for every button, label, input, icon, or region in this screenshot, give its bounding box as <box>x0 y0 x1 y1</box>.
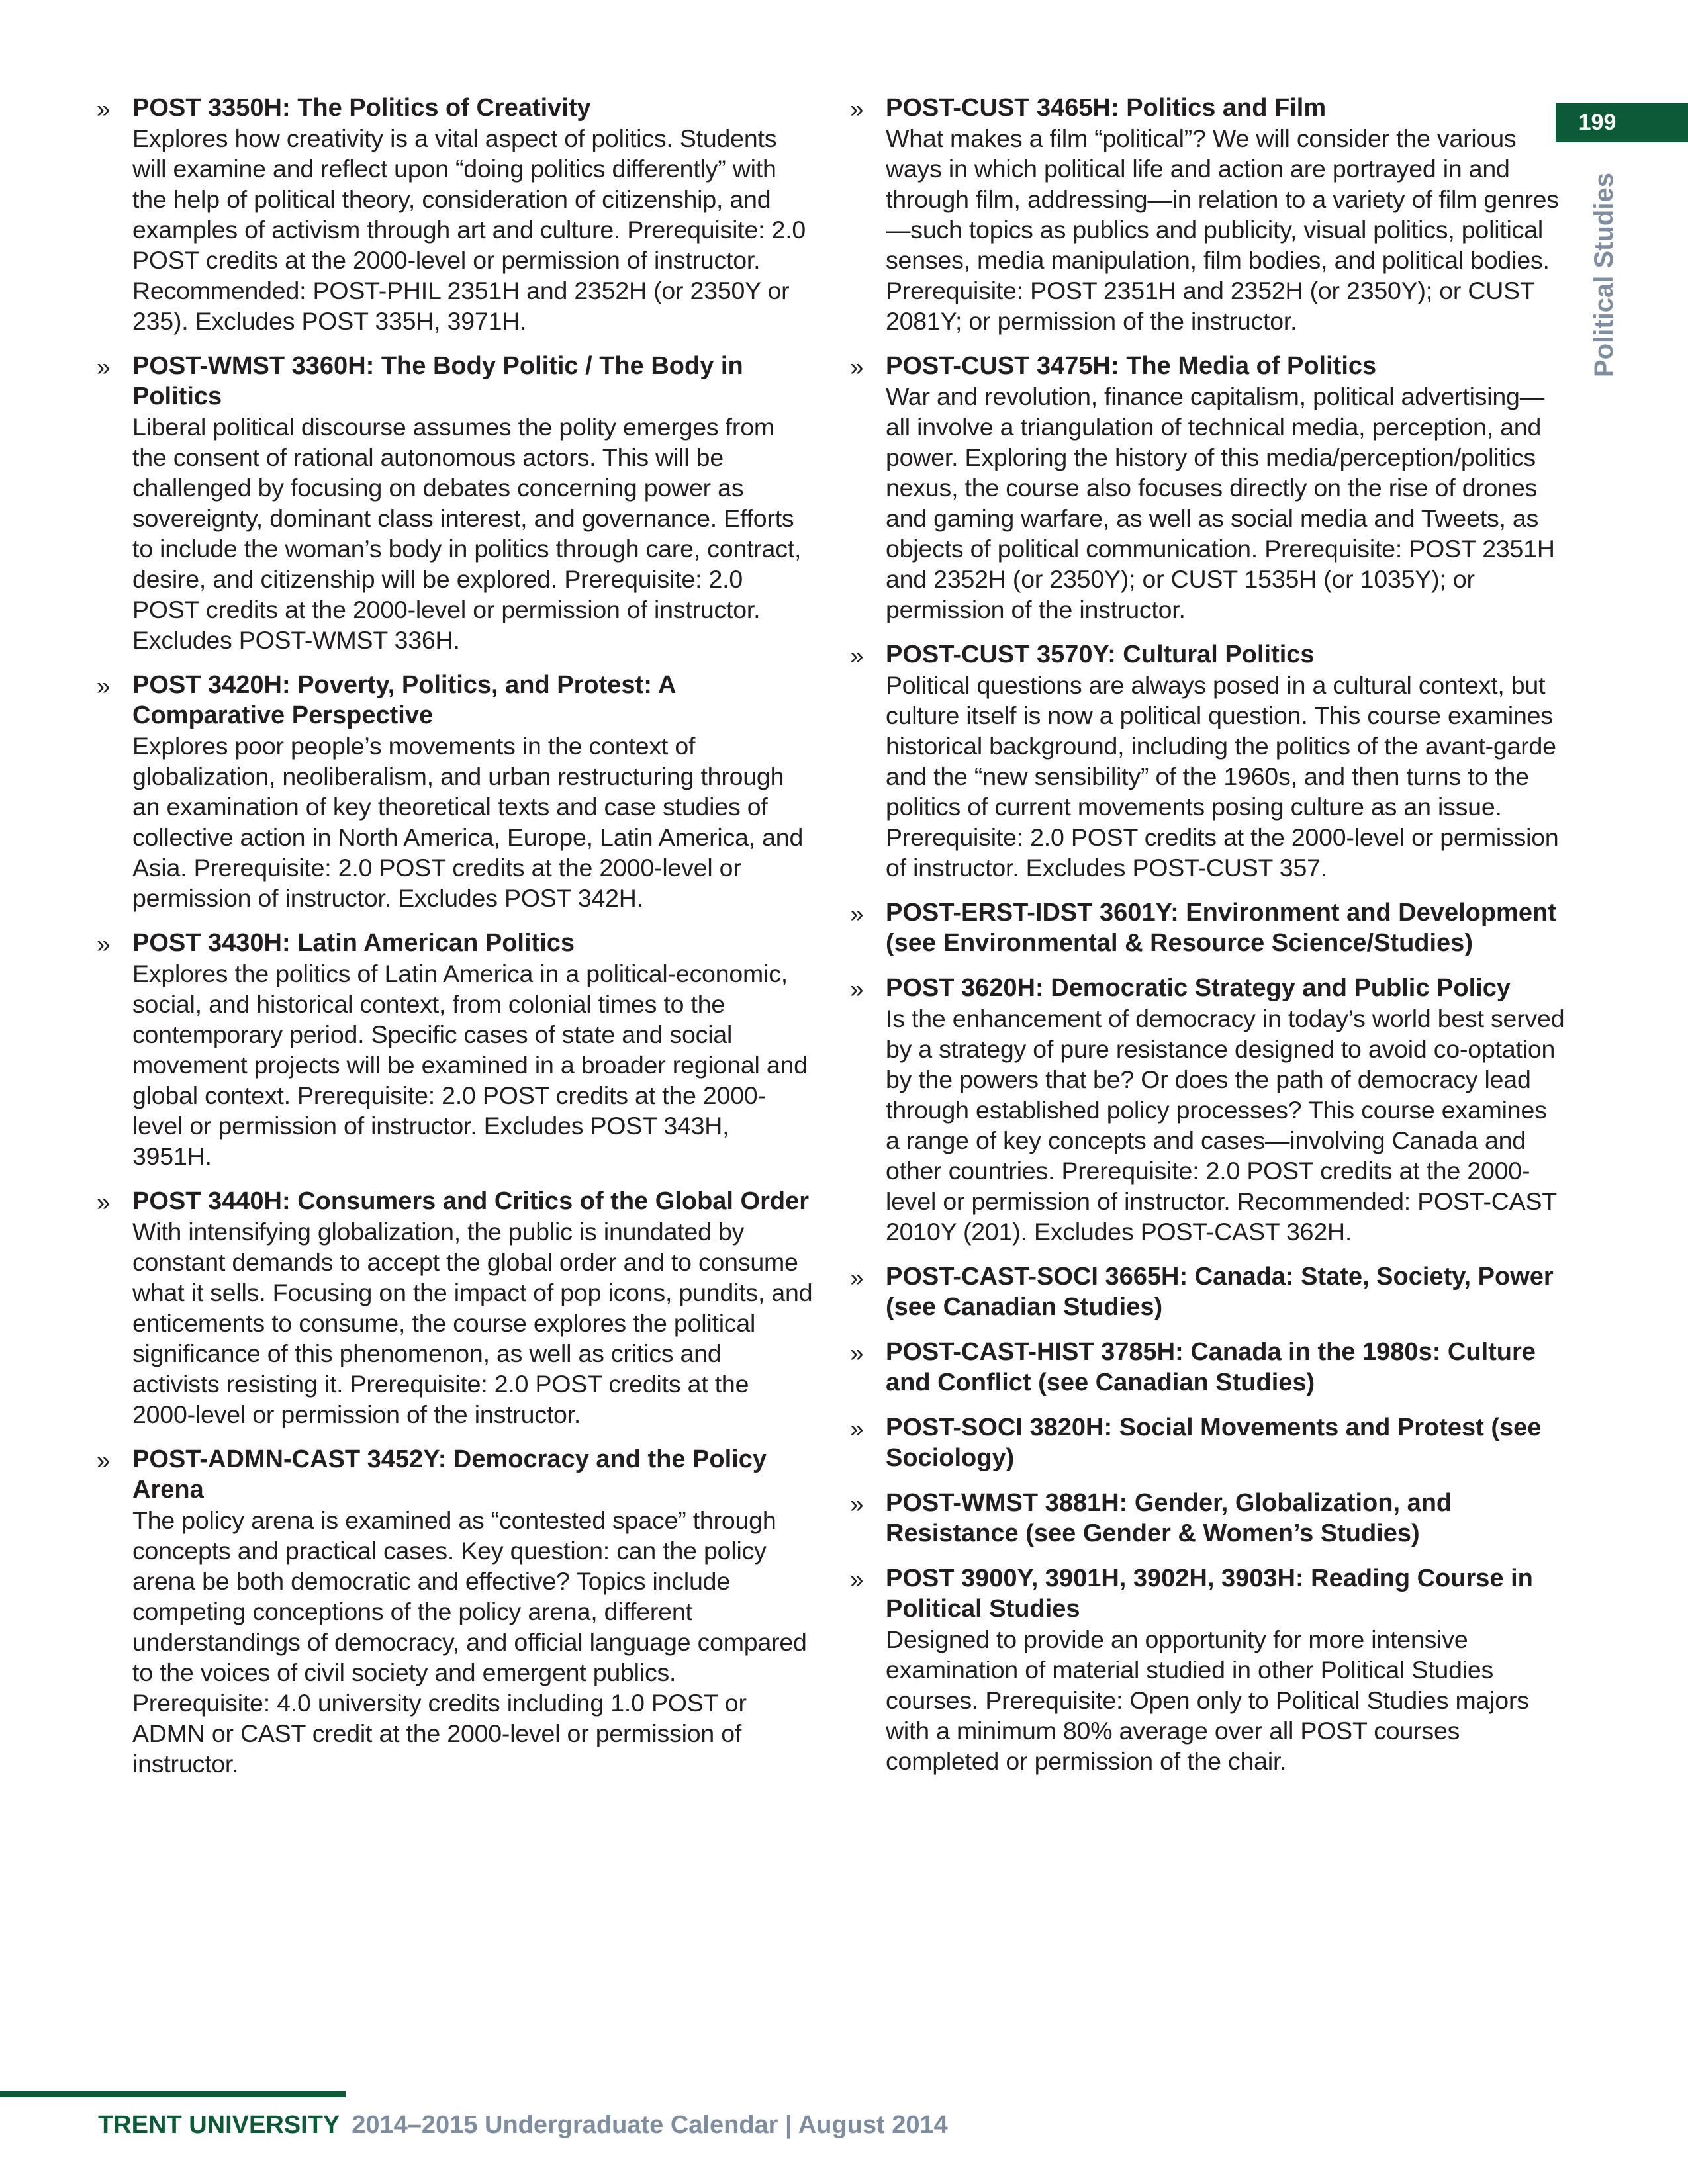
course-entry <box>91 351 813 655</box>
bullet-icon: » <box>97 95 111 122</box>
course-title: POST 3440H: Consumers and Critics of the Global Order <box>132 1187 810 1215</box>
course-description: Explores how creativity is a vital aspect of politics. Students will examine and reflect upon “doing politics differently” with the help of political theory, consideration of citizenship, and examples of activism through art and culture. Prerequisite: 2.0 POST credits at the 2000-level or permission of instructor. Recommended: POST-PHIL 2351H and 2352H (or 2350Y or 235). Excludes POST 335H, 3971H. <box>132 124 806 335</box>
bullet-icon: » <box>850 900 864 927</box>
course-title: POST 3900Y, 3901H, 3902H, 3903H: Reading Course in Political Studies <box>886 1565 1533 1623</box>
course-title: POST 3420H: Poverty, Politics, and Protest: A Comparative Perspective <box>132 671 676 729</box>
course-entry <box>845 1337 1566 1398</box>
course-entry <box>845 93 1566 336</box>
course-title: POST-CUST 3475H: The Media of Politics <box>886 352 1377 380</box>
course-entry <box>845 1563 1566 1776</box>
course-entry <box>845 351 1566 625</box>
course-description: Liberal political discourse assumes the polity emerges from the consent of rational autonomous actors. This will be challenged by focusing on debates concerning power as sovereignty, dominant class interest, and governance. Efforts to include the woman’s body in politics through care, contract, desire, and citizenship will be explored. Prerequisite: 2.0 POST credits at the 2000-level or permission of instructor. Excludes POST-WMST 336H. <box>132 413 802 654</box>
section-label: Political Studies <box>1589 173 1618 377</box>
bullet-icon: » <box>850 642 864 669</box>
bullet-icon: » <box>97 1447 111 1474</box>
footer-rule <box>0 2091 346 2097</box>
left-column <box>91 93 813 1794</box>
page-number-tab <box>1556 103 1688 142</box>
footer <box>98 2111 948 2140</box>
bullet-icon: » <box>850 1415 864 1442</box>
course-title: POST-ERST-IDST 3601Y: Environment and Development (see Environmental & Resource Science/Studies) <box>886 899 1556 957</box>
course-entry <box>91 928 813 1171</box>
course-title: POST-SOCI 3820H: Social Movements and Protest (see Sociology) <box>886 1414 1542 1472</box>
bullet-icon: » <box>850 1490 864 1518</box>
course-title: POST-WMST 3881H: Gender, Globalization, and Resistance (see Gender & Women’s Studies) <box>886 1489 1452 1547</box>
course-description: War and revolution, finance capitalism, political advertising—all involve a triangulation of technical media, perception, and power. Exploring the history of this media/perception/politics nexus, the course also focuses directly on the rise of drones and gaming warfare, as well as social media and Tweets, as objects of political communication. Prerequisite: POST 2351H and 2352H (or 2350Y); or CUST 1535H (or 1035Y); or permission of the instructor. <box>886 383 1555 623</box>
course-entry <box>845 1488 1566 1549</box>
course-title: POST-CUST 3465H: Politics and Film <box>886 94 1327 122</box>
bullet-icon: » <box>850 976 864 1003</box>
course-title: POST-CAST-SOCI 3665H: Canada: State, Society, Power (see Canadian Studies) <box>886 1263 1554 1321</box>
course-entry <box>91 1186 813 1430</box>
footer-calendar: 2014–2015 Undergraduate Calendar | August 2014 <box>352 2111 948 2139</box>
course-entry <box>91 1444 813 1779</box>
bullet-icon: » <box>97 353 111 381</box>
course-entry <box>845 639 1566 883</box>
bullet-icon: » <box>850 1566 864 1593</box>
course-description: Is the enhancement of democracy in today’s world best served by a strategy of pure resistance designed to avoid co-optation by the powers that be? Or does the path of democracy lead through established policy processes? This course examines a range of key concepts and cases—involving Canada and other countries. Prerequisite: 2.0 POST credits at the 2000-level or permission of instructor. Recommended: POST-CAST 2010Y (201). Excludes POST-CAST 362H. <box>886 1005 1565 1246</box>
course-description: Designed to provide an opportunity for more intensive examination of material studied in other Political Studies courses. Prerequisite: Open only to Political Studies majors with a minimum 80% average over all POST courses completed or permission of the chair. <box>886 1625 1529 1775</box>
bullet-icon: » <box>97 1189 111 1216</box>
course-description: Explores the politics of Latin America in a political-economic, social, and historical context, from colonial times to the contemporary period. Specific cases of state and social movement projects will be examined in a broader regional and global context. Prerequisite: 2.0 POST credits at the 2000-level or permission of instructor. Excludes POST 343H, 3951H. <box>132 960 808 1170</box>
course-description: Political questions are always posed in a cultural context, but culture itself is now a political question. This course examines historical background, including the politics of the avant-garde and the “new sensibility” of the 1960s, and then turns to the politics of current movements posing culture as an issue. Prerequisite: 2.0 POST credits at the 2000-level or permission of instructor. Excludes POST-CUST 357. <box>886 671 1559 882</box>
course-title: POST-WMST 3360H: The Body Politic / The Body in Politics <box>132 352 743 410</box>
right-column <box>845 93 1566 1791</box>
course-title: POST-CUST 3570Y: Cultural Politics <box>886 641 1315 668</box>
course-description: With intensifying globalization, the public is inundated by constant demands to accept the global order and to consume what it sells. Focusing on the impact of pop icons, pundits, and enticements to consume, the course explores the political significance of this phenomenon, as well as critics and activists resisting it. Prerequisite: 2.0 POST credits at the 2000-level or permission of the instructor. <box>132 1218 813 1428</box>
course-description: What makes a film “political”? We will consider the various ways in which political life and action are portrayed in and through film, addressing—in relation to a variety of film genres—such topics as publics and publicity, visual politics, political senses, media manipulation, film bodies, and political bodies. Prerequisite: POST 2351H and 2352H (or 2350Y); or CUST 2081Y; or permission of the instructor. <box>886 124 1559 335</box>
bullet-icon: » <box>97 931 111 958</box>
course-title: POST-ADMN-CAST 3452Y: Democracy and the Policy Arena <box>132 1445 767 1504</box>
footer-university: TRENT UNIVERSITY <box>98 2111 340 2139</box>
course-entry <box>845 1412 1566 1473</box>
course-entry <box>845 973 1566 1247</box>
course-description: The policy arena is examined as “contested space” through concepts and practical cases. Key question: can the policy arena be both democratic and effective? Topics include competing conceptions of the policy arena, different understandings of democracy, and official language compared to the voices of civil society and emergent publics. Prerequisite: 4.0 university credits including 1.0 POST or ADMN or CAST credit at the 2000-level or permission of instructor. <box>132 1506 807 1778</box>
course-title: POST 3430H: Latin American Politics <box>132 929 575 957</box>
course-title: POST-CAST-HIST 3785H: Canada in the 1980s: Culture and Conflict (see Canadian Studies) <box>886 1338 1536 1396</box>
course-title: POST 3350H: The Politics of Creativity <box>132 94 591 122</box>
course-entry <box>845 897 1566 958</box>
bullet-icon: » <box>97 672 111 700</box>
course-entry <box>91 670 813 913</box>
bullet-icon: » <box>850 353 864 381</box>
course-title: POST 3620H: Democratic Strategy and Public Policy <box>886 974 1511 1002</box>
bullet-icon: » <box>850 95 864 122</box>
course-entry <box>845 1261 1566 1322</box>
bullet-icon: » <box>850 1340 864 1367</box>
page-number: 199 <box>1578 110 1617 135</box>
course-entry <box>91 93 813 336</box>
course-description: Explores poor people’s movements in the context of globalization, neoliberalism, and urban restructuring through an examination of key theoretical texts and case studies of collective action in North America, Europe, Latin America, and Asia. Prerequisite: 2.0 POST credits at the 2000-level or permission of instructor. Excludes POST 342H. <box>132 732 804 912</box>
bullet-icon: » <box>850 1264 864 1291</box>
